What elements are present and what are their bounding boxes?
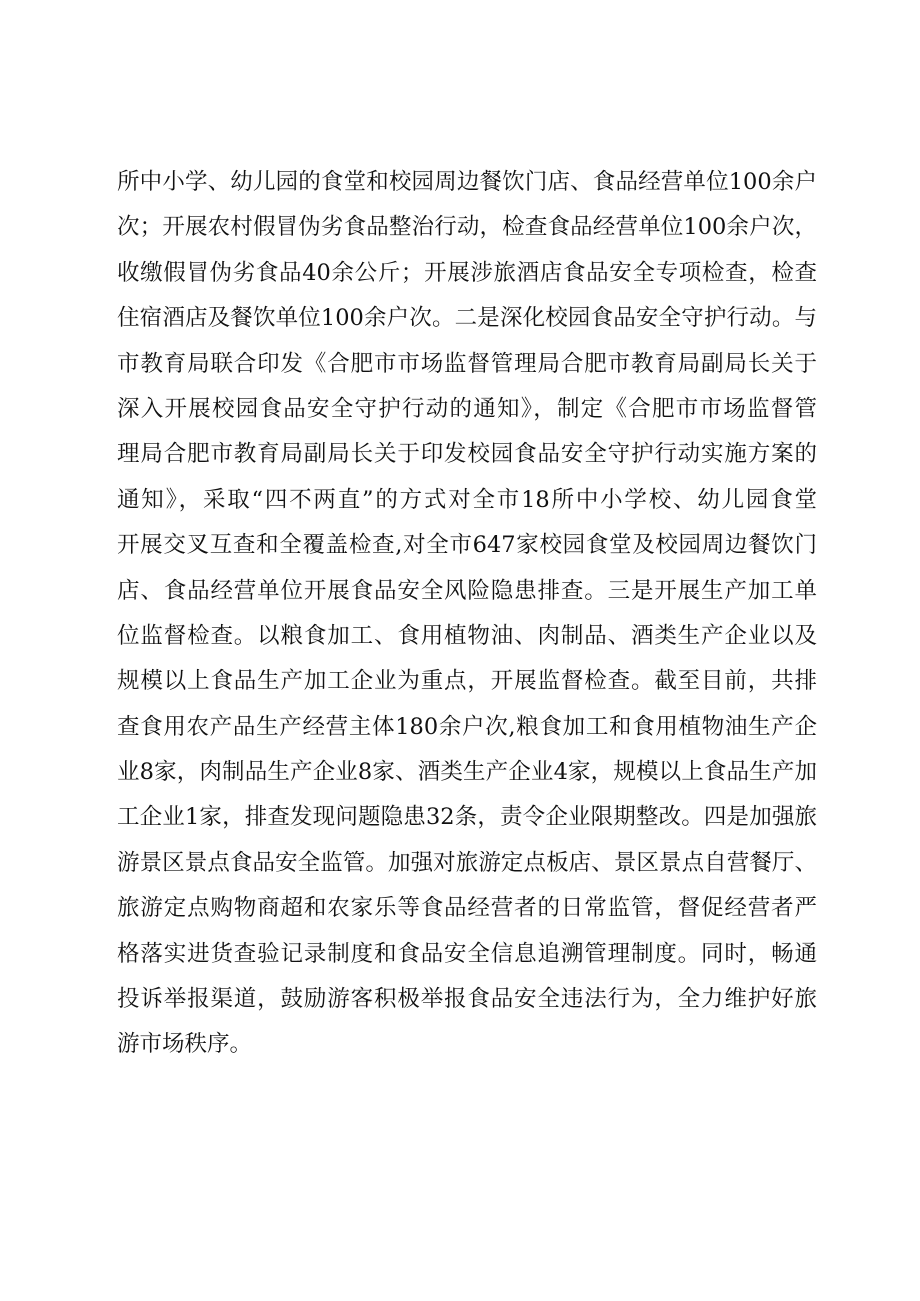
body-paragraph: [117, 160, 817, 1068]
paragraph-line: 住宿酒店及餐饮单位100余户次。二是深化校园食品安全守护行动。与: [117, 305, 817, 332]
paragraph-line: 游市场秩序。: [117, 1031, 253, 1058]
paragraph-line: 查食用农产品生产经营主体180余户次,粮食加工和食用植物油生产企: [117, 713, 817, 740]
paragraph-line: 工企业1家，排查发现问题隐患32条，责令企业限期整改。四是加强旅: [117, 804, 817, 831]
paragraph-line: 深入开展校园食品安全守护行动的通知》，制定《合肥市市场监督管: [117, 395, 817, 422]
paragraph-line: 业8家，肉制品生产企业8家、酒类生产企业4家，规模以上食品生产加: [117, 759, 817, 786]
paragraph-line: 规模以上食品生产加工企业为重点，开展监督检查。截至目前，共排: [117, 668, 817, 695]
paragraph-line: 通知》，采取“四不两直”的方式对全市18所中小学校、幼儿园食堂: [117, 486, 817, 513]
paragraph-line: 理局合肥市教育局副局长关于印发校园食品安全守护行动实施方案的: [117, 441, 817, 468]
paragraph-line: 开展交叉互查和全覆盖检查,对全市647家校园食堂及校园周边餐饮门: [117, 532, 817, 559]
paragraph-line: 收缴假冒伪劣食品40余公斤；开展涉旅酒店食品安全专项检查，检查: [117, 259, 817, 286]
paragraph-line: 所中小学、幼儿园的食堂和校园周边餐饮门店、食品经营单位100余户: [117, 169, 817, 195]
paragraph-line: 格落实进货查验记录制度和食品安全信息追溯管理制度。同时，畅通: [117, 940, 817, 967]
paragraph-line: 店、食品经营单位开展食品安全风险隐患排查。三是开展生产加工单: [117, 577, 817, 604]
paragraph-line: 位监督检查。以粮食加工、食用植物油、肉制品、酒类生产企业以及: [117, 622, 817, 649]
paragraph-line: 投诉举报渠道，鼓励游客积极举报食品安全违法行为，全力维护好旅: [117, 986, 817, 1013]
paragraph-line: 旅游定点购物商超和农家乐等食品经营者的日常监管，督促经营者严: [117, 895, 817, 922]
paragraph-line: 次；开展农村假冒伪劣食品整治行动，检查食品经营单位100余户次，: [117, 214, 817, 241]
paragraph-line: 市教育局联合印发《合肥市市场监督管理局合肥市教育局副局长关于: [117, 350, 817, 377]
paragraph-line: 游景区景点食品安全监管。加强对旅游定点板店、景区景点自营餐厅、: [117, 849, 817, 876]
